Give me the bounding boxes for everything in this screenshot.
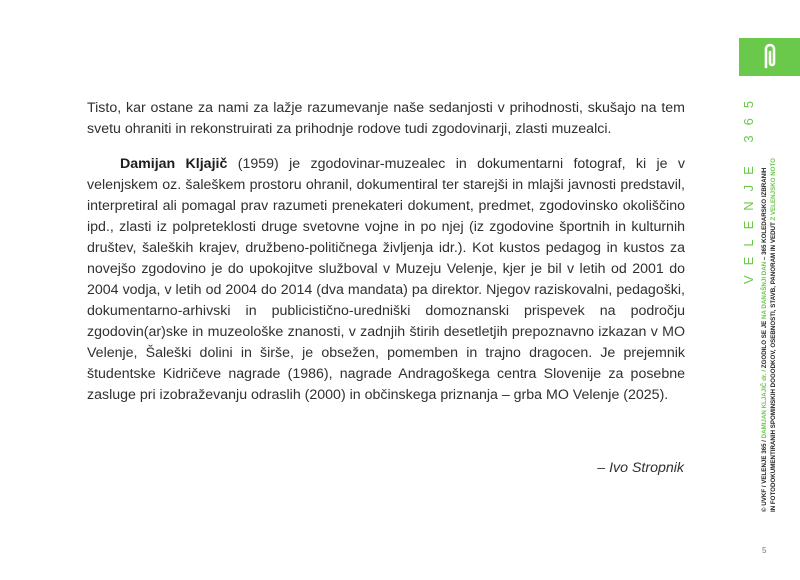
sidebar-title: VELENJE 365 — [741, 90, 756, 284]
bio-text: (1959) je zgodovinar-muzealec in dokumentarni fotograf, ki je v velenjskem oz. šaleškem prostoru ohranil, dokumentiral ter starejši in mlajši javnosti predstavil, interpretiral ali pomagal prav razumeti prenekateri dokument, predmet, zgodovinsko okoliščino ipd., zlasti iz polpreteklosti druge svetovne vojne in po njej (iz zgodovine športnih in kulturnih društev, šaleških krajev, družbeno-političnega življenja idr.). Kot kustos pedagog in kustos za novejšo zgodovino je do upokojitve služboval v Muzeju Velenje, kjer je bil v letih od 2001 do 2004 vodja, v letih od 2004 do 2014 (dva mandata) pa direktor. Njegov raziskovalni, pedagoški, dokumentarno-arhivski in publicistično-uredniški domoznanski prispevek na področju zgodovin(ar)ske in muzeološke znanosti, v zadnjih štirih desetletjih prepoznavno izkazan v MO Velenje, Šaleški dolini in širše, je obsežen, pomemben in trajno dragocen. Je prejemnik študentske Kidričeve nagrade (1986), nagrade Andragoškega centra Slovenije za posebne zasluge pri izobraževanju odraslih (2000) in občinskega priznanja – grba MO Velenje (2025). — [87, 156, 685, 403]
page-number: 5 — [762, 546, 767, 555]
sidebar-credit — [760, 92, 800, 512]
credit-line-1: © UVKF / VELENJE 365 / DAMIJAN KLJAJIČ dr. / ZGODILO SE JE NA DANAŠNJI DAN – 365 KOLEDARSKO IZBRANIH — [761, 167, 768, 512]
bio-paragraph — [87, 154, 685, 406]
credit-line-2: IN FOTODOKUMENTIRANIH SPOMINSKIH DOGODKOV, OSEBNOSTI, STAVB, PANORAM IN VEDUT Z VELENJSKO NOTO — [770, 158, 777, 512]
main-text — [87, 98, 685, 406]
signature: – Ivo Stropnik — [597, 460, 684, 476]
logo-badge — [739, 38, 800, 76]
intro-paragraph: Tisto, kar ostane za nami za lažje razumevanje naše sedanjosti v prihodnosti, skušajo na tem svetu ohraniti in rekonstruirati za prihodnje rodove tudi zgodovinarji, zlasti muzealci. — [87, 100, 685, 137]
paperclip-icon — [754, 43, 786, 71]
bio-name: Damijan Kljajič — [120, 156, 228, 172]
